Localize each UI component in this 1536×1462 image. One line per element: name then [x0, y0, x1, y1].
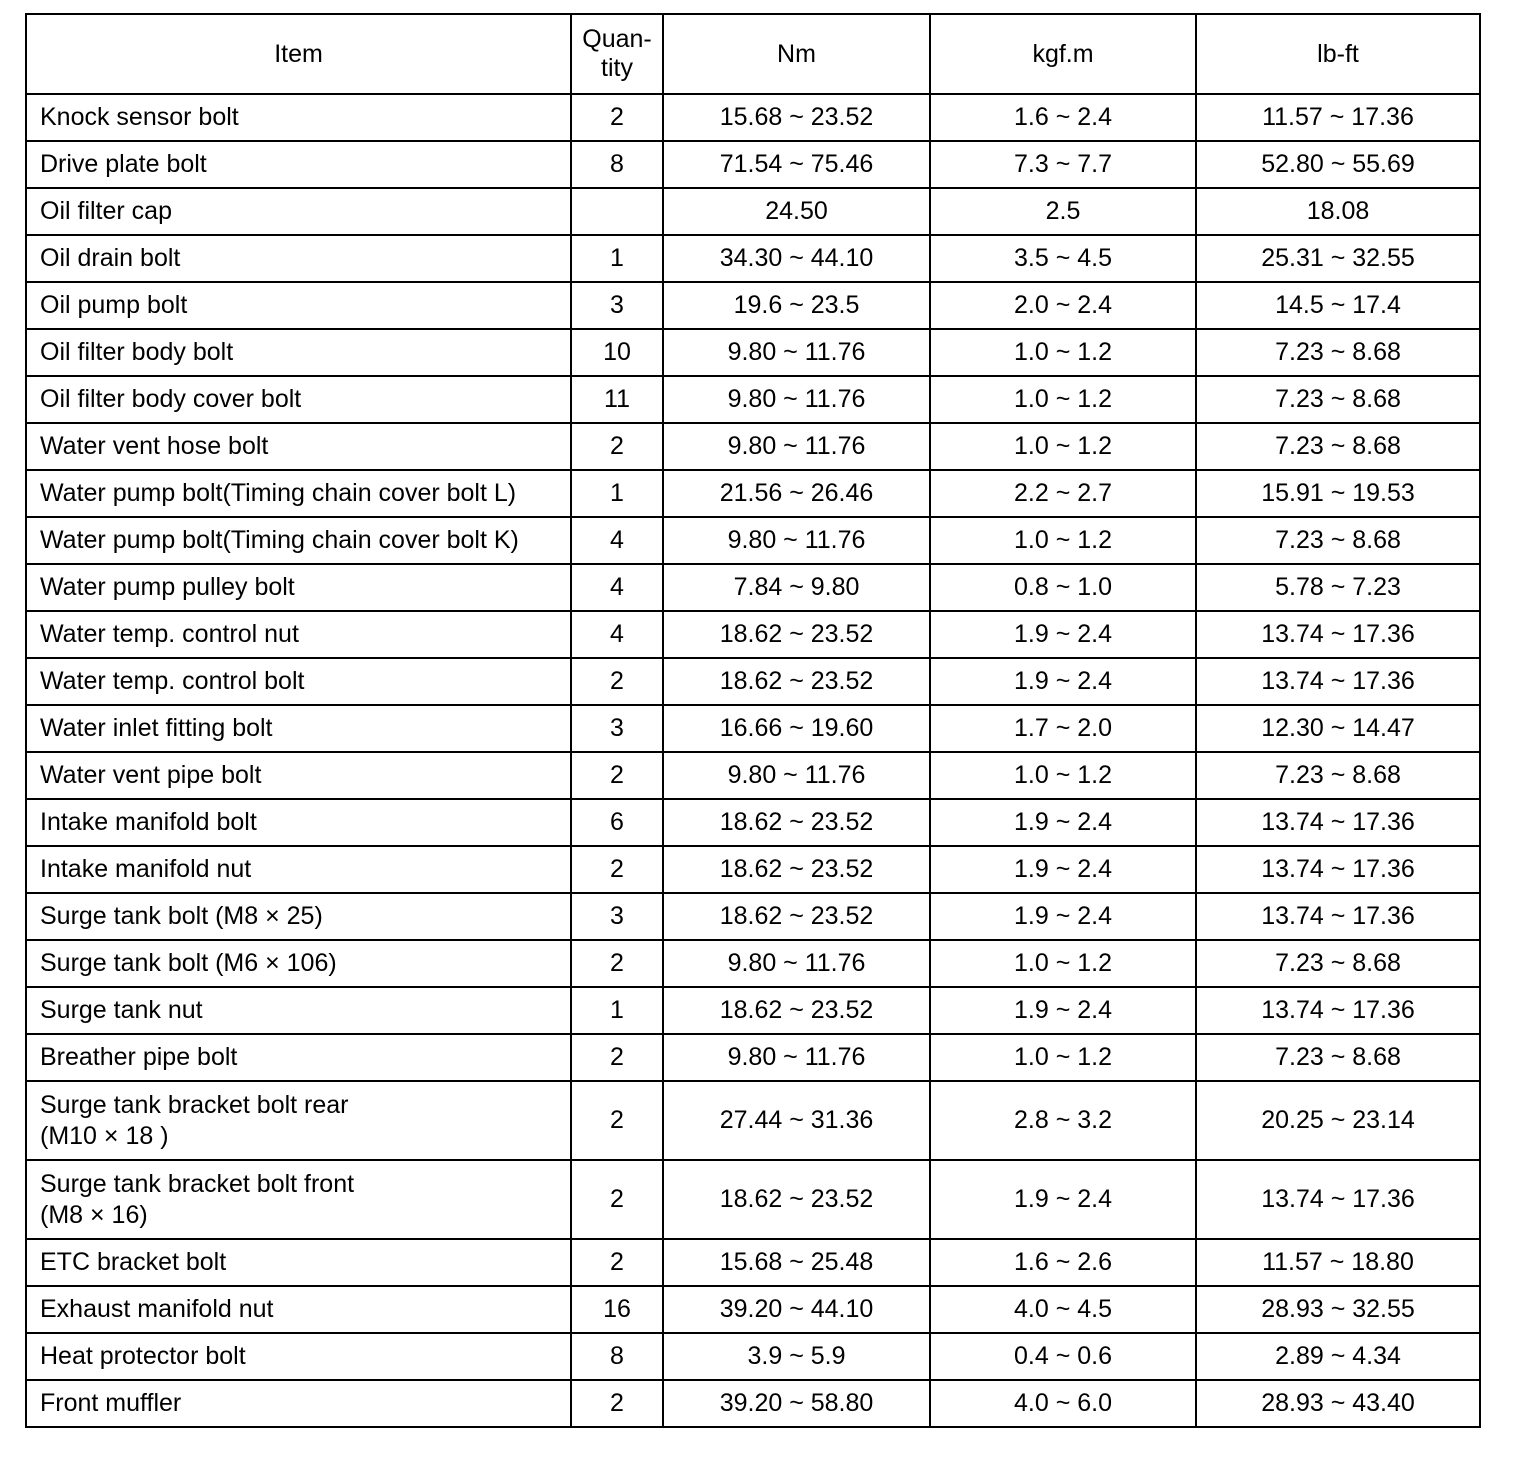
nm-cell: 9.80 ~ 11.76: [663, 376, 930, 423]
nm-cell: 18.62 ~ 23.52: [663, 658, 930, 705]
lbft-cell: 7.23 ~ 8.68: [1196, 752, 1480, 799]
nm-cell: 9.80 ~ 11.76: [663, 423, 930, 470]
item-cell: Intake manifold nut: [26, 846, 571, 893]
quantity-cell: 3: [571, 893, 663, 940]
lbft-cell: 14.5 ~ 17.4: [1196, 282, 1480, 329]
table-row: [26, 376, 1480, 423]
lbft-cell: 15.91 ~ 19.53: [1196, 470, 1480, 517]
table-row: [26, 282, 1480, 329]
table-row: [26, 705, 1480, 752]
table-row: [26, 1160, 1480, 1239]
header-item-label: Item: [274, 39, 323, 68]
nm-cell: 18.62 ~ 23.52: [663, 987, 930, 1034]
table-row: [26, 940, 1480, 987]
nm-cell: 39.20 ~ 58.80: [663, 1380, 930, 1427]
kgf-cell: 0.8 ~ 1.0: [930, 564, 1196, 611]
table-row: [26, 1034, 1480, 1081]
item-cell: Breather pipe bolt: [26, 1034, 571, 1081]
nm-cell: 9.80 ~ 11.76: [663, 329, 930, 376]
lbft-cell: 13.74 ~ 17.36: [1196, 658, 1480, 705]
table-row: [26, 1286, 1480, 1333]
table-row: [26, 658, 1480, 705]
quantity-cell: 11: [571, 376, 663, 423]
nm-cell: 39.20 ~ 44.10: [663, 1286, 930, 1333]
nm-cell: 34.30 ~ 44.10: [663, 235, 930, 282]
quantity-cell: 1: [571, 987, 663, 1034]
kgf-cell: 1.0 ~ 1.2: [930, 376, 1196, 423]
quantity-cell: 2: [571, 1160, 663, 1239]
lbft-cell: 28.93 ~ 43.40: [1196, 1380, 1480, 1427]
item-cell: Surge tank bolt (M8 × 25): [26, 893, 571, 940]
nm-cell: 15.68 ~ 23.52: [663, 94, 930, 141]
item-cell: Front muffler: [26, 1380, 571, 1427]
table-row: [26, 141, 1480, 188]
item-cell: Water vent pipe bolt: [26, 752, 571, 799]
nm-cell: 9.80 ~ 11.76: [663, 1034, 930, 1081]
kgf-cell: 1.9 ~ 2.4: [930, 799, 1196, 846]
nm-cell: 3.9 ~ 5.9: [663, 1333, 930, 1380]
kgf-cell: 3.5 ~ 4.5: [930, 235, 1196, 282]
kgf-cell: 1.7 ~ 2.0: [930, 705, 1196, 752]
kgf-cell: 1.0 ~ 1.2: [930, 940, 1196, 987]
lbft-cell: 13.74 ~ 17.36: [1196, 987, 1480, 1034]
quantity-cell: 4: [571, 611, 663, 658]
quantity-cell: 3: [571, 282, 663, 329]
quantity-cell: 6: [571, 799, 663, 846]
quantity-cell: 2: [571, 658, 663, 705]
quantity-cell: 2: [571, 423, 663, 470]
item-cell: Surge tank bolt (M6 × 106): [26, 940, 571, 987]
item-cell: Water temp. control nut: [26, 611, 571, 658]
quantity-cell: 8: [571, 1333, 663, 1380]
kgf-cell: 7.3 ~ 7.7: [930, 141, 1196, 188]
table-row: [26, 752, 1480, 799]
kgf-cell: 2.0 ~ 2.4: [930, 282, 1196, 329]
header-kgf-label: kgf.m: [1032, 39, 1094, 68]
kgf-cell: 1.0 ~ 1.2: [930, 423, 1196, 470]
lbft-cell: 7.23 ~ 8.68: [1196, 423, 1480, 470]
kgf-cell: 2.8 ~ 3.2: [930, 1081, 1196, 1160]
nm-cell: 19.6 ~ 23.5: [663, 282, 930, 329]
nm-cell: 18.62 ~ 23.52: [663, 846, 930, 893]
lbft-cell: 25.31 ~ 32.55: [1196, 235, 1480, 282]
quantity-cell: 2: [571, 752, 663, 799]
header-nm-label: Nm: [777, 39, 816, 68]
item-cell: Oil filter body bolt: [26, 329, 571, 376]
kgf-cell: 1.9 ~ 2.4: [930, 893, 1196, 940]
nm-cell: 18.62 ~ 23.52: [663, 1160, 930, 1239]
kgf-cell: 4.0 ~ 4.5: [930, 1286, 1196, 1333]
table-row: [26, 1333, 1480, 1380]
item-cell: Water pump pulley bolt: [26, 564, 571, 611]
table-row: [26, 564, 1480, 611]
nm-cell: 9.80 ~ 11.76: [663, 517, 930, 564]
kgf-cell: 2.5: [930, 188, 1196, 235]
header-lbft-label: lb-ft: [1317, 39, 1359, 68]
table-row: [26, 1081, 1480, 1160]
nm-cell: 18.62 ~ 23.52: [663, 893, 930, 940]
nm-cell: 21.56 ~ 26.46: [663, 470, 930, 517]
header-lbft: [1196, 14, 1480, 94]
kgf-cell: 1.9 ~ 2.4: [930, 658, 1196, 705]
lbft-cell: 2.89 ~ 4.34: [1196, 1333, 1480, 1380]
lbft-cell: 52.80 ~ 55.69: [1196, 141, 1480, 188]
quantity-cell: 3: [571, 705, 663, 752]
lbft-cell: 11.57 ~ 18.80: [1196, 1239, 1480, 1286]
table-row: [26, 1239, 1480, 1286]
item-cell: Water inlet fitting bolt: [26, 705, 571, 752]
nm-cell: 15.68 ~ 25.48: [663, 1239, 930, 1286]
nm-cell: 16.66 ~ 19.60: [663, 705, 930, 752]
kgf-cell: 1.9 ~ 2.4: [930, 987, 1196, 1034]
nm-cell: 9.80 ~ 11.76: [663, 752, 930, 799]
kgf-cell: 4.0 ~ 6.0: [930, 1380, 1196, 1427]
item-line1: Surge tank bracket bolt front: [40, 1169, 355, 1198]
table-row: [26, 893, 1480, 940]
kgf-cell: 1.6 ~ 2.6: [930, 1239, 1196, 1286]
quantity-cell: 2: [571, 1239, 663, 1286]
header-item: [26, 14, 571, 94]
nm-cell: 24.50: [663, 188, 930, 235]
table-row: [26, 235, 1480, 282]
lbft-cell: 13.74 ~ 17.36: [1196, 1160, 1480, 1239]
lbft-cell: 5.78 ~ 7.23: [1196, 564, 1480, 611]
item-cell: Water pump bolt(Timing chain cover bolt K): [26, 517, 571, 564]
kgf-cell: 0.4 ~ 0.6: [930, 1333, 1196, 1380]
table-row: [26, 470, 1480, 517]
item-cell: Water vent hose bolt: [26, 423, 571, 470]
kgf-cell: 1.0 ~ 1.2: [930, 517, 1196, 564]
quantity-cell: 2: [571, 940, 663, 987]
quantity-cell: 8: [571, 141, 663, 188]
item-cell: [26, 1081, 571, 1160]
kgf-cell: 1.0 ~ 1.2: [930, 329, 1196, 376]
kgf-cell: 2.2 ~ 2.7: [930, 470, 1196, 517]
quantity-cell: 2: [571, 1081, 663, 1160]
item-cell: ETC bracket bolt: [26, 1239, 571, 1286]
header-row: [26, 14, 1480, 94]
lbft-cell: 13.74 ~ 17.36: [1196, 893, 1480, 940]
lbft-cell: 13.74 ~ 17.36: [1196, 611, 1480, 658]
item-line2: (M10 × 18 ): [40, 1121, 169, 1150]
table-row: [26, 517, 1480, 564]
lbft-cell: 18.08: [1196, 188, 1480, 235]
torque-spec-table: [25, 13, 1481, 1428]
lbft-cell: 28.93 ~ 32.55: [1196, 1286, 1480, 1333]
table-row: [26, 329, 1480, 376]
table-row: [26, 611, 1480, 658]
quantity-cell: [571, 188, 663, 235]
lbft-cell: 11.57 ~ 17.36: [1196, 94, 1480, 141]
quantity-cell: 4: [571, 517, 663, 564]
table-row: [26, 846, 1480, 893]
quantity-cell: 2: [571, 846, 663, 893]
table-row: [26, 423, 1480, 470]
lbft-cell: 7.23 ~ 8.68: [1196, 376, 1480, 423]
item-cell: Intake manifold bolt: [26, 799, 571, 846]
nm-cell: 18.62 ~ 23.52: [663, 611, 930, 658]
item-cell: Oil filter cap: [26, 188, 571, 235]
item-cell: Knock sensor bolt: [26, 94, 571, 141]
lbft-cell: 7.23 ~ 8.68: [1196, 517, 1480, 564]
lbft-cell: 13.74 ~ 17.36: [1196, 846, 1480, 893]
table-row: [26, 94, 1480, 141]
kgf-cell: 1.0 ~ 1.2: [930, 752, 1196, 799]
nm-cell: 27.44 ~ 31.36: [663, 1081, 930, 1160]
item-cell: Oil drain bolt: [26, 235, 571, 282]
quantity-cell: 16: [571, 1286, 663, 1333]
quantity-cell: 4: [571, 564, 663, 611]
item-line2: (M8 × 16): [40, 1200, 148, 1229]
item-cell: Water temp. control bolt: [26, 658, 571, 705]
lbft-cell: 20.25 ~ 23.14: [1196, 1081, 1480, 1160]
item-line1: Surge tank bracket bolt rear: [40, 1090, 349, 1119]
header-quantity-line1: Quan-: [582, 25, 652, 53]
table-row: [26, 987, 1480, 1034]
lbft-cell: 7.23 ~ 8.68: [1196, 940, 1480, 987]
nm-cell: 18.62 ~ 23.52: [663, 799, 930, 846]
quantity-cell: 1: [571, 470, 663, 517]
lbft-cell: 7.23 ~ 8.68: [1196, 1034, 1480, 1081]
kgf-cell: 1.6 ~ 2.4: [930, 94, 1196, 141]
kgf-cell: 1.9 ~ 2.4: [930, 611, 1196, 658]
quantity-cell: 1: [571, 235, 663, 282]
quantity-cell: 2: [571, 1380, 663, 1427]
quantity-cell: 10: [571, 329, 663, 376]
header-kgf: [930, 14, 1196, 94]
kgf-cell: 1.9 ~ 2.4: [930, 846, 1196, 893]
item-cell: Drive plate bolt: [26, 141, 571, 188]
table-row: [26, 1380, 1480, 1427]
nm-cell: 7.84 ~ 9.80: [663, 564, 930, 611]
lbft-cell: 7.23 ~ 8.68: [1196, 329, 1480, 376]
nm-cell: 9.80 ~ 11.76: [663, 940, 930, 987]
item-cell: Oil pump bolt: [26, 282, 571, 329]
lbft-cell: 12.30 ~ 14.47: [1196, 705, 1480, 752]
kgf-cell: 1.9 ~ 2.4: [930, 1160, 1196, 1239]
item-cell: Water pump bolt(Timing chain cover bolt L): [26, 470, 571, 517]
item-cell: Surge tank nut: [26, 987, 571, 1034]
header-quantity: [571, 14, 663, 94]
quantity-cell: 2: [571, 1034, 663, 1081]
item-cell: Heat protector bolt: [26, 1333, 571, 1380]
table-row: [26, 799, 1480, 846]
header-nm: [663, 14, 930, 94]
item-cell: Oil filter body cover bolt: [26, 376, 571, 423]
header-quantity-line2: tity: [601, 54, 633, 82]
kgf-cell: 1.0 ~ 1.2: [930, 1034, 1196, 1081]
item-cell: [26, 1160, 571, 1239]
quantity-cell: 2: [571, 94, 663, 141]
item-cell: Exhaust manifold nut: [26, 1286, 571, 1333]
lbft-cell: 13.74 ~ 17.36: [1196, 799, 1480, 846]
nm-cell: 71.54 ~ 75.46: [663, 141, 930, 188]
table-row: [26, 188, 1480, 235]
